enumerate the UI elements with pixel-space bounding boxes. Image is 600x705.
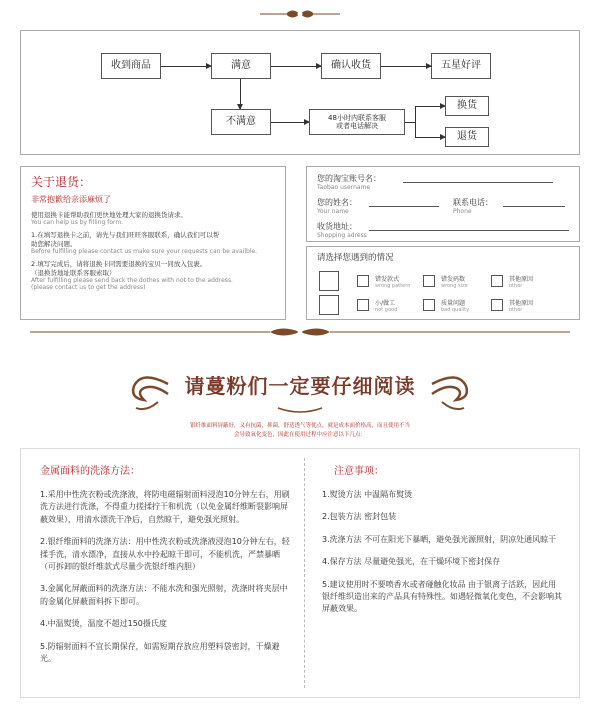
notes-section [322,462,562,626]
address-label-en: Shopping adress [317,232,367,239]
phone-label: 联系电话： [453,198,493,207]
top-ornament [258,6,342,22]
washing-item: 1.采用中性洗衣粉或洗涤液，将防电磁辐射面料浸泡10分钟左右，用刷洗方法进行洗涤，不得重力搓揉拧干和机洗（以免金属纤维断裂影响屏蔽效果），用清水漂洗干净后，自然晾干，避免强光照射。 [40,490,290,524]
flow-arrow [271,66,321,67]
flow-step-confirm: 确认收货 [321,53,381,79]
address-label: 收货地址： [317,222,357,231]
option-checkbox[interactable] [357,299,369,311]
flow-step-exchange: 换货 [445,96,489,116]
option-checkbox[interactable] [423,275,435,287]
return-step2-en-1: After fulfilling please send back the dothes with not to the address. [31,277,233,284]
flow-step-review: 五星好评 [431,53,491,79]
notes-item: 5.建议使用时不要喷香水或者碰触化妆品 由于银离子活跃，因此用银纤维织造出来的产品具有特殊性。如遇轻微氧化变色，不会影响其屏蔽效果。 [322,579,562,614]
account-label-en: Taobao username [317,184,371,191]
washing-section [40,462,290,675]
phone-label-en: Phone [453,208,472,215]
banner-subtitle-2: 会导致氧化变色，因此在使用过程中应注意以下几点： [233,432,366,438]
flow-step-received: 收到商品 [101,53,161,79]
option-label: 其他原因 other [509,276,534,289]
washing-title: 金属面料的洗涤方法： [40,466,140,477]
name-label: 您的姓名： [317,198,357,207]
return-step1-en: Before fulfilling please contact us make sure your requests can be availble. [31,248,258,255]
flow-arrow [415,106,445,107]
flowchart-panel [20,30,580,155]
flow-step-satisfied: 满意 [211,53,271,79]
form-info-panel [306,166,580,242]
account-label: 您的淘宝账号名： [317,174,381,183]
option-label: 质量问题 bad quality [441,300,470,313]
flow-arrow-down [240,79,241,109]
banner-title: 请蔓粉们一定要仔细阅读 [184,374,416,398]
flow-arrow [161,66,211,67]
situation-title: 请选择您遇到的情况 [317,253,394,263]
washing-item: 4.中温熨烫，温度不超过150摄氏度 [40,619,167,629]
contact-line-1: 48小时内联系客服 [328,113,386,122]
option-checkbox[interactable] [491,275,503,287]
return-step1-cn-1: 1.在填写退换卡之前，请先与我们旺旺客服联系，确认我们可以帮 [31,231,220,239]
divider-ornament [30,325,570,339]
option-label: 错发款式 wrong pattern [375,276,411,289]
washing-item: 2.银纤维面料的洗涤方法：用中性洗衣粉或洗涤液浸泡10分钟左右，轻揉手洗，清水漂净，直接从水中拎起晾干即可，不能机洗，严禁暴晒（可拆卸的银纤维款式尽量少洗银纤维内胆） [40,537,290,571]
return-step2-en-2: (please contact us to get the address) [31,284,146,291]
flow-step-unsatisfied: 不满意 [211,109,271,135]
return-step1-cn-2: 助您解决问题。 [31,240,77,248]
notes-item: 2.包装方法 密封包装 [322,512,397,522]
option-label: 其他原因 other [509,300,534,313]
contact-line-2: 或者电话解决 [336,122,378,130]
return-info-panel [20,166,286,320]
name-input-line[interactable] [369,206,439,207]
washing-item: 5.防辐射面料不宜长期保存，如需短期存放应用塑料袋密封，干燥避光。 [40,641,280,663]
form-situation-panel [306,246,580,320]
flow-arrow [271,122,309,123]
big-checkbox[interactable] [319,295,339,315]
return-title: 关于退货： [31,175,92,189]
return-intro-en: You can help us by filling form. [31,219,124,226]
flow-arrow [415,137,445,138]
option-label: 错发码数 wrong size [441,276,468,289]
banner-subtitle-1: 银纤维面料屏蔽好，又有抗菌，抑菌，舒适透气等优点，就是成本面价格高，而且使用不当 [189,423,410,429]
option-checkbox[interactable] [423,299,435,311]
notes-title: 注意事项： [334,466,384,477]
flow-branch [415,106,416,138]
option-checkbox[interactable] [491,299,503,311]
account-input-line[interactable] [403,182,553,183]
flow-branch [405,122,415,123]
notes-item: 3.洗涤方法 不可在阳光下暴晒，避免强光源照射，阴凉处通风晾干 [322,534,557,544]
return-step2-cn-1: 2.填写完成后，请将退换卡同需要退换的宝贝一同放入包裹。 [31,260,207,268]
column-divider [304,458,305,688]
flow-step-contact [309,109,405,135]
phone-input-line[interactable] [503,206,565,207]
notes-item: 1.熨烫方法 中温隔布熨烫 [322,490,413,499]
option-checkbox[interactable] [357,275,369,287]
address-input-line[interactable] [369,230,569,231]
return-subtitle: 非常抱歉给亲添麻烦了 [31,195,111,204]
name-label-en: Your name [317,208,349,215]
flow-step-refund: 退货 [445,127,489,147]
notes-item: 4.保存方法 尽量避免强光，在干燥环境下密封保存 [322,557,501,567]
return-intro-cn: 使用退换卡能帮助我们更快地处理大家的退换货请求。 [31,211,187,219]
option-label: 小/做工 not good [375,300,398,313]
big-checkbox[interactable] [319,271,339,291]
washing-item: 3.金属化屏蔽面料的洗涤方法：不能水洗和强光照射，洗涤时将夹层中的金属化屏蔽面料拆下即可。 [40,584,288,606]
return-step2-cn-2: （退换货地址联系客服索取） [31,269,116,277]
flow-arrow [381,66,431,67]
